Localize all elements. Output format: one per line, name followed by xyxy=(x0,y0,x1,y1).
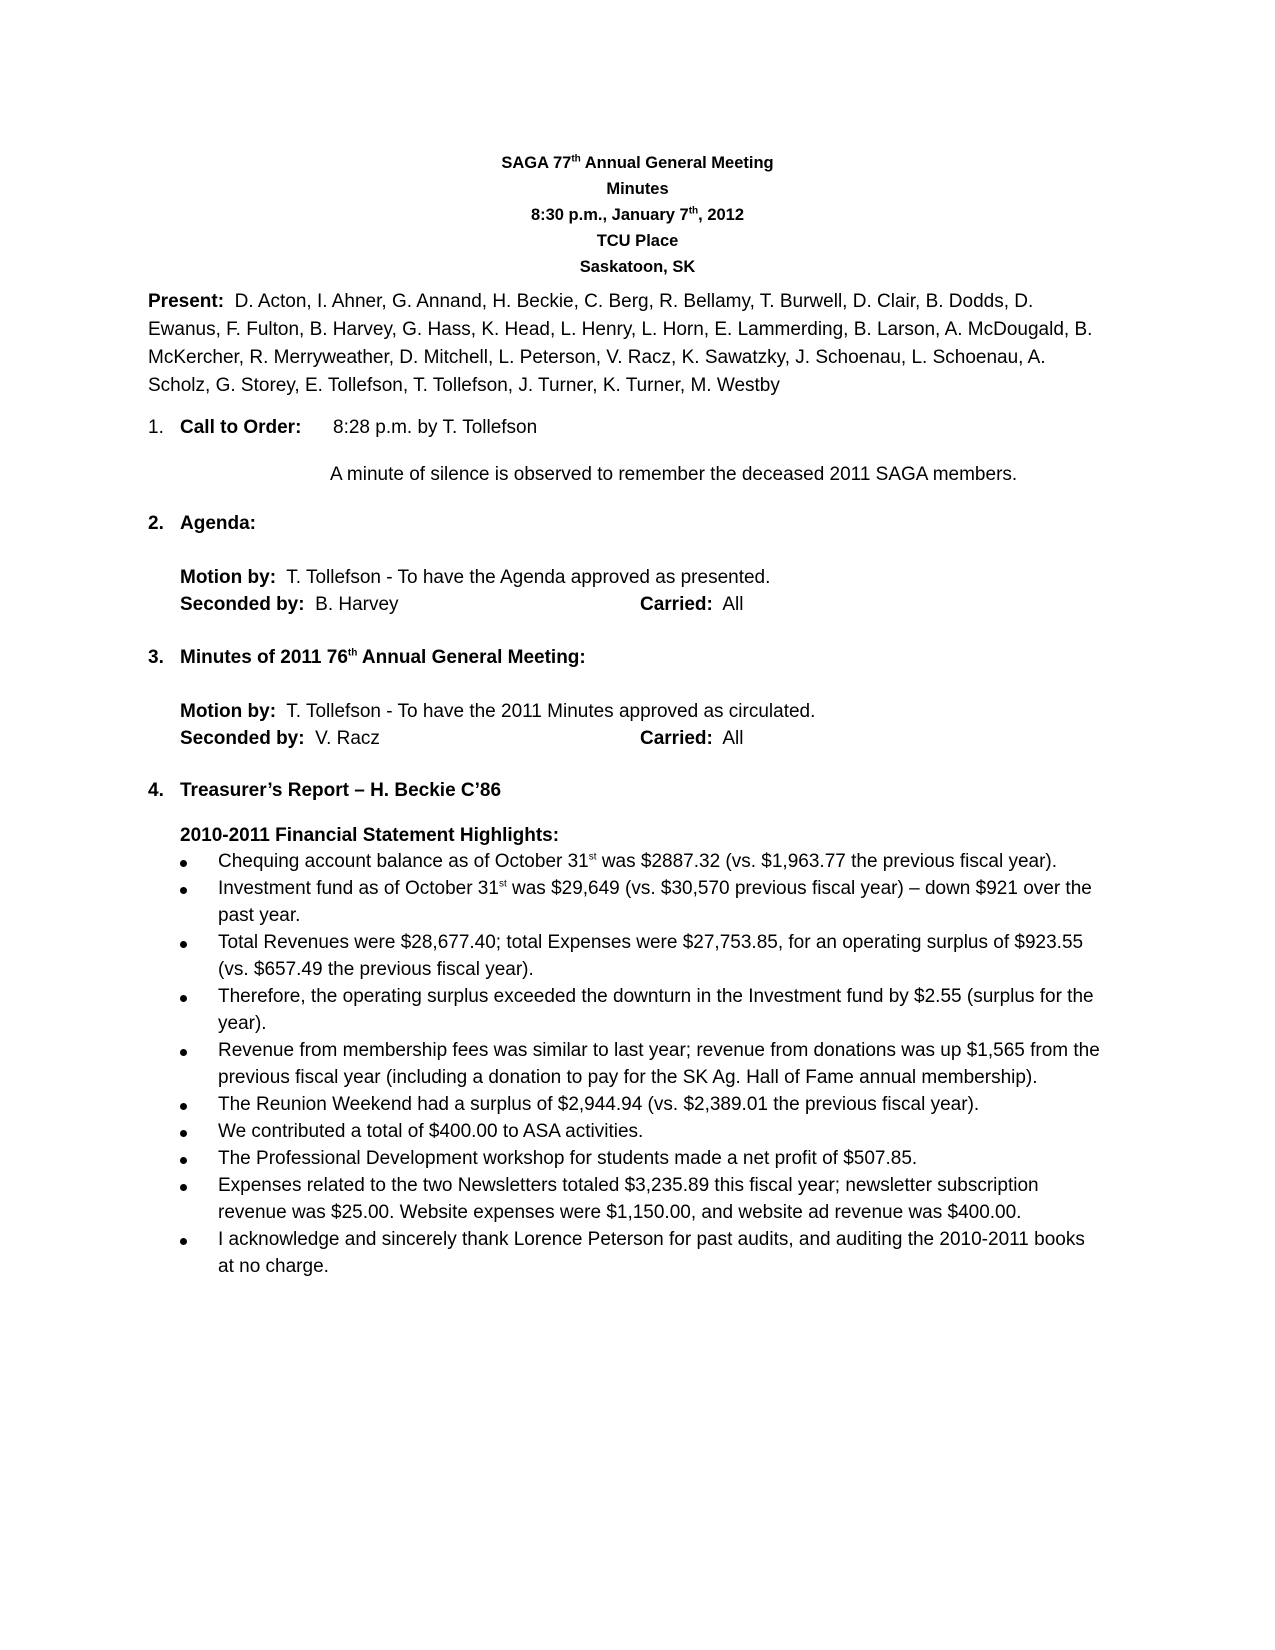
present-names: D. Acton, I. Ahner, G. Annand, H. Beckie, C. Berg, R. Bellamy, T. Burwell, D. Clair, B. Dodds, D. Ewanus, F. Fulton, B. Harvey, G. Hass, K. Head, L. Henry, L. Horn, E. Lammerding, B. Larson, A. McDougald, B. McKercher, R. Merryweather, D. Mitchell, L. Peterson, V. Racz, K. Sawatzky, J. Schoenau, L. Schoenau, A. Scholz, G. Storey, E. Tollefson, T. Tollefson, J. Turner, K. Turner, M. Westby xyxy=(148,291,1093,396)
item4-title: Treasurer’s Report – H. Beckie C’86 xyxy=(180,780,502,801)
list-item: Investment fund as of October 31st was $29,649 (vs. $30,570 previous fiscal year) – down $921 over the past year. xyxy=(180,875,1100,929)
item1-note: A minute of silence is observed to remember the deceased 2011 SAGA members. xyxy=(330,464,1018,485)
list-item: Therefore, the operating surplus exceeded the downturn in the Investment fund by $2.55 (surplus for the year). xyxy=(180,983,1100,1037)
bullet-icon xyxy=(180,1184,187,1191)
item2-carried: Carried: All xyxy=(640,594,744,615)
item1-text: 8:28 p.m. by T. Tollefson xyxy=(333,417,538,438)
header-datetime: 8:30 p.m., January 7th, 2012 xyxy=(530,205,745,224)
item3-number: 3. xyxy=(148,647,164,668)
list-item: We contributed a total of $400.00 to ASA activities. xyxy=(180,1118,1100,1145)
bullet-icon xyxy=(180,1049,187,1056)
item4-subheading: 2010-2011 Financial Statement Highlights: xyxy=(180,825,560,846)
bullet-icon xyxy=(180,1157,187,1164)
bullet-icon xyxy=(180,995,187,1002)
bullet-icon xyxy=(180,1238,187,1245)
item3-title: Minutes of 2011 76th Annual General Meeting: xyxy=(180,647,586,668)
attendance-list xyxy=(148,288,1108,400)
header-city: Saskatoon, SK xyxy=(579,258,696,276)
list-item: I acknowledge and sincerely thank Lorence Peterson for past audits, and auditing the 2010-2011 books at no charge. xyxy=(180,1226,1100,1280)
item3-seconded: Seconded by: V. Racz xyxy=(180,728,380,749)
bullet-icon xyxy=(180,941,187,948)
list-item: The Professional Development workshop for students made a net profit of $507.85. xyxy=(180,1145,1100,1172)
item2-seconded: Seconded by: B. Harvey xyxy=(180,594,399,615)
list-item: The Reunion Weekend had a surplus of $2,944.94 (vs. $2,389.01 the previous fiscal year). xyxy=(180,1091,1100,1118)
bullet-icon xyxy=(180,1130,187,1137)
list-item: Chequing account balance as of October 31st was $2887.32 (vs. $1,963.77 the previous fiscal year). xyxy=(180,848,1100,875)
list-item: Expenses related to the two Newsletters totaled $3,235.89 this fiscal year; newsletter subscription revenue was $25.00. Website expenses were $1,150.00, and website ad revenue was $400.00. xyxy=(180,1172,1100,1226)
document-header xyxy=(0,150,1275,280)
item2-title: Agenda: xyxy=(180,513,256,534)
item1-title: Call to Order: xyxy=(180,417,302,438)
bullet-icon xyxy=(180,1103,187,1110)
item4-number: 4. xyxy=(148,780,164,801)
item3-motion: Motion by: T. Tollefson - To have the 2011 Minutes approved as circulated. xyxy=(180,701,816,722)
header-venue: TCU Place xyxy=(596,232,679,250)
header-title: SAGA 77th Annual General Meeting xyxy=(501,153,774,172)
list-item: Total Revenues were $28,677.40; total Expenses were $27,753.85, for an operating surplus of $923.55 (vs. $657.49 the previous fiscal year). xyxy=(180,929,1100,983)
item1-number: 1. xyxy=(148,417,164,438)
financial-highlights-list xyxy=(180,848,1100,1280)
bullet-icon xyxy=(180,860,187,867)
list-item: Revenue from membership fees was similar to last year; revenue from donations was up $1,565 from the previous fiscal year (including a donation to pay for the SK Ag. Hall of Fame annual membership). xyxy=(180,1037,1100,1091)
item2-number: 2. xyxy=(148,513,164,534)
item2-motion: Motion by: T. Tollefson - To have the Agenda approved as presented. xyxy=(180,567,771,588)
present-label: Present: xyxy=(148,291,225,312)
bullet-icon xyxy=(180,887,187,894)
item3-carried: Carried: All xyxy=(640,728,744,749)
header-subtitle: Minutes xyxy=(606,180,669,198)
